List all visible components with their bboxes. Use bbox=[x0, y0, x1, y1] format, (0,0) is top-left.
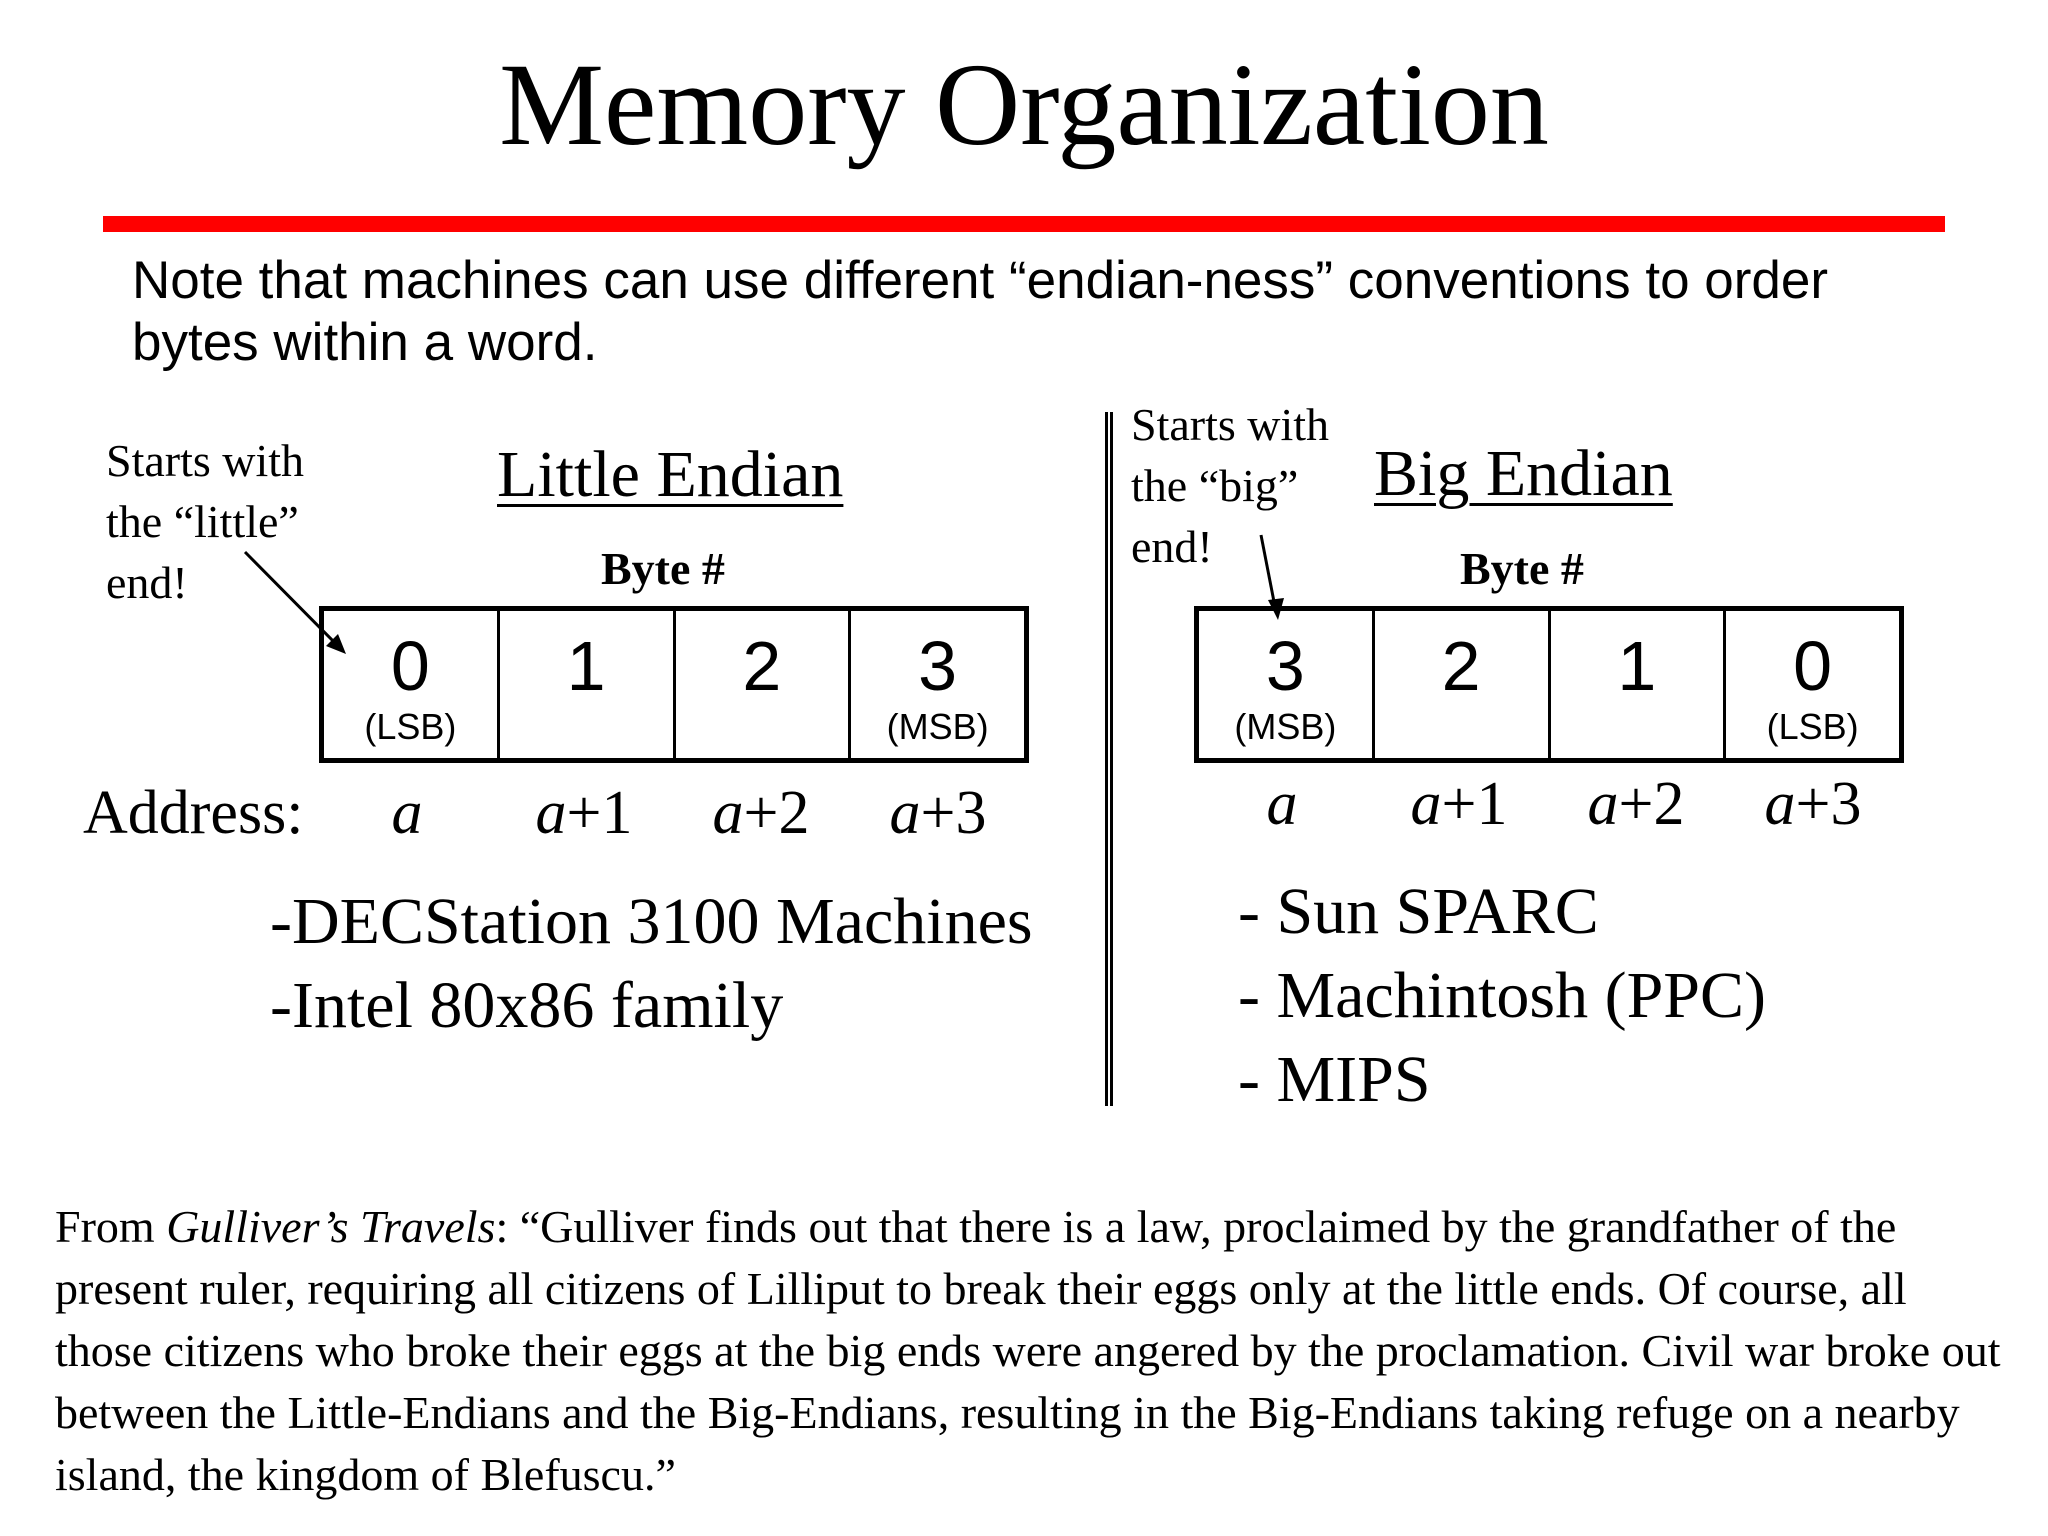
byte-cell bbox=[500, 611, 676, 758]
address-offset: +2 bbox=[1618, 770, 1685, 838]
byte-significance: (MSB) bbox=[1234, 706, 1337, 747]
address-base: a bbox=[889, 779, 921, 847]
quote-text: : “Gulliver finds out that there is a law, proclaimed by the grandfather of the present ruler, requiring all citizens of Lilliput to break their eggs only at the little ends. Of course, all those citizens who broke their eggs at the big ends were angered by the proclamation. Civil war broke out between the Little-Endians and the Big-Endians, resulting in the Big-Endians taking refuge on a nearby island, the kingdom of Blefuscu.” bbox=[55, 1201, 2001, 1500]
byte-number: 1 bbox=[566, 627, 606, 705]
big-end-note-line: Starts with bbox=[1131, 399, 1330, 450]
byte-number: 1 bbox=[1617, 627, 1657, 705]
big-endian-machines bbox=[1238, 870, 1766, 1122]
column-divider bbox=[1105, 412, 1113, 1106]
byte-cell bbox=[851, 611, 1024, 758]
little-endian-heading: Little Endian bbox=[497, 438, 844, 511]
little-end-note-line: the “little” bbox=[106, 496, 299, 547]
address-offset: +3 bbox=[1795, 770, 1862, 838]
address-offset: +1 bbox=[1441, 770, 1508, 838]
address-value bbox=[319, 779, 495, 847]
address-value bbox=[496, 779, 672, 847]
byte-number: 3 bbox=[1265, 627, 1305, 705]
big-endian-byte-label: Byte # bbox=[1460, 543, 1584, 594]
address-value bbox=[1548, 770, 1724, 838]
little-end-note bbox=[106, 430, 304, 613]
little-end-note-line: end! bbox=[106, 557, 188, 608]
slide-title: Memory Organization bbox=[499, 39, 1549, 170]
address-value bbox=[1194, 770, 1370, 838]
address-base: a bbox=[535, 779, 567, 847]
address-offset: +2 bbox=[743, 779, 810, 847]
byte-cell bbox=[1199, 611, 1375, 758]
byte-number: 2 bbox=[742, 627, 782, 705]
address-base: a bbox=[1764, 770, 1796, 838]
byte-number: 3 bbox=[918, 627, 958, 705]
byte-cell bbox=[1551, 611, 1727, 758]
big-endian-heading: Big Endian bbox=[1374, 437, 1673, 510]
machine-item: - Sun SPARC bbox=[1238, 875, 1599, 948]
byte-cell bbox=[1726, 611, 1899, 758]
address-offset: +1 bbox=[566, 779, 633, 847]
address-base: a bbox=[712, 779, 744, 847]
quote-source: Gulliver’s Travels bbox=[166, 1201, 496, 1252]
gulliver-quote bbox=[55, 1196, 2015, 1506]
byte-significance: (LSB) bbox=[364, 706, 457, 747]
big-end-note-line: the “big” bbox=[1131, 460, 1299, 511]
little-endian-byte-label: Byte # bbox=[601, 543, 725, 594]
byte-cell bbox=[1375, 611, 1551, 758]
byte-number: 0 bbox=[1793, 627, 1833, 705]
address-value bbox=[673, 779, 849, 847]
machine-item: -Intel 80x86 family bbox=[270, 969, 784, 1042]
byte-number: 0 bbox=[390, 627, 430, 705]
address-offset: +3 bbox=[920, 779, 987, 847]
machine-item: -DECStation 3100 Machines bbox=[270, 885, 1033, 958]
little-endian-word bbox=[319, 606, 1029, 763]
byte-number: 2 bbox=[1441, 627, 1481, 705]
address-base: a bbox=[391, 779, 423, 847]
big-end-note-line: end! bbox=[1131, 521, 1213, 572]
big-endian-word bbox=[1194, 606, 1904, 763]
intro-text: Note that machines can use different “endian-ness” conventions to order bytes within a word. bbox=[132, 251, 1828, 372]
byte-cell bbox=[676, 611, 852, 758]
address-value bbox=[850, 779, 1026, 847]
title-rule bbox=[103, 216, 1945, 232]
big-end-note bbox=[1131, 394, 1329, 577]
address-value bbox=[1725, 770, 1901, 838]
address-label: Address: bbox=[83, 779, 304, 847]
address-base: a bbox=[1587, 770, 1619, 838]
machine-item: - MIPS bbox=[1238, 1043, 1431, 1116]
address-value bbox=[1371, 770, 1547, 838]
address-base: a bbox=[1266, 770, 1298, 838]
quote-prefix: From bbox=[55, 1201, 167, 1252]
little-endian-machines bbox=[270, 880, 1033, 1048]
byte-cell bbox=[324, 611, 500, 758]
address-base: a bbox=[1410, 770, 1442, 838]
byte-significance: (LSB) bbox=[1766, 706, 1859, 747]
byte-significance: (MSB) bbox=[886, 706, 989, 747]
little-end-note-line: Starts with bbox=[106, 435, 305, 486]
machine-item: - Machintosh (PPC) bbox=[1238, 959, 1766, 1032]
